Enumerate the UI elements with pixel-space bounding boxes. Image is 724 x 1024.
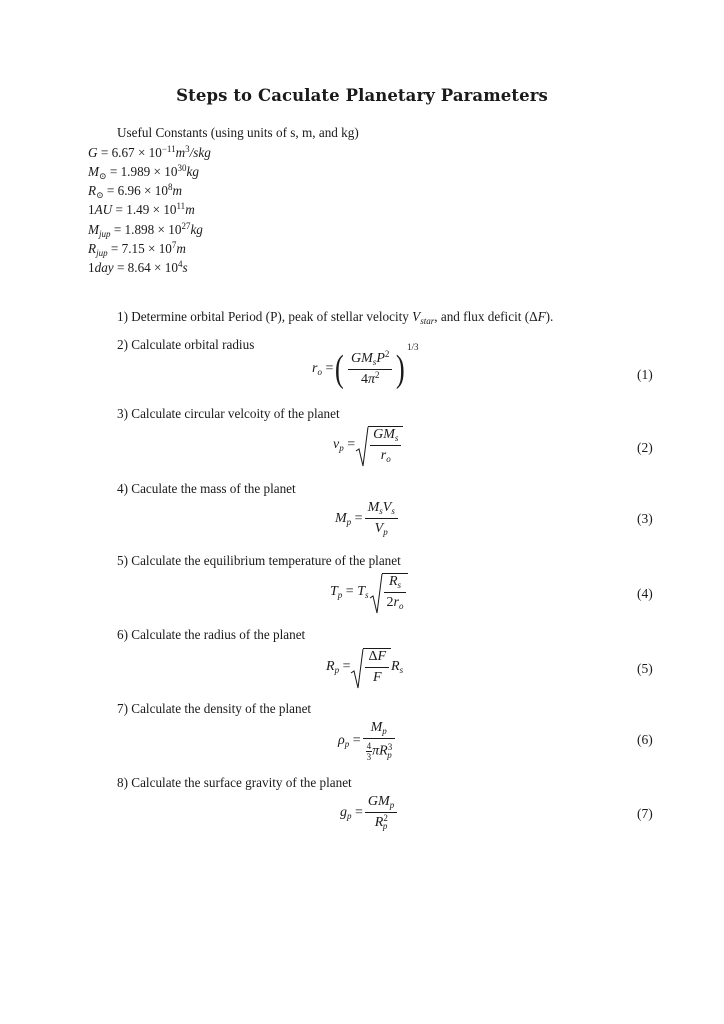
step-2: 2) Calculate orbital radius <box>117 337 255 352</box>
equation-1-number: (1) <box>637 367 653 382</box>
equation-5-number: (5) <box>637 661 653 676</box>
equation-6-number: (6) <box>637 732 653 747</box>
step-5: 5) Calculate the equilibrium temperature of the planet <box>117 553 401 568</box>
step-7: 7) Calculate the density of the planet <box>117 701 312 716</box>
constant-solar-mass: $M_⊙ = 1.989 \times 10^{30}kg$ <box>88 163 199 181</box>
constant-jupiter-mass: $M_{jup} = 1.898 \times 10^{27}kg$ <box>88 221 203 239</box>
constant-solar-radius: $R_⊙ = 6.96 \times 10^8m$ <box>88 182 182 200</box>
equation-4-number: (4) <box>637 586 653 601</box>
equation-2: $v_p$ = $\frac{GM_s}{r_o}$ <box>333 426 403 464</box>
constant-G: $G = 6.67 \times 10^{-11}m^3$/skg <box>88 144 211 160</box>
equation-2-number: (2) <box>637 440 653 455</box>
step-1: 1) Determine orbital Period (P), peak of stellar velocity $V_{star}$, and flux deficit (ΔF). <box>117 309 554 326</box>
step-3: 3) Calculate circular velcoity of the planet <box>117 406 340 421</box>
step-4: 4) Caculate the mass of the planet <box>117 481 296 496</box>
constant-jupiter-radius: $R_{jup} = 7.15 \times 10^7m$ <box>88 240 186 258</box>
step-6: 6) Calculate the radius of the planet <box>117 627 306 642</box>
constant-day: $1day = 8.64 \times 10^4s$ <box>88 259 188 275</box>
equation-3: $M_p$ = $\frac{M_sV_s}{V_p}$ <box>335 500 400 537</box>
step-8: 8) Calculate the surface gravity of the planet <box>117 775 352 790</box>
constants-intro: Useful Constants (using units of s, m, and kg) <box>117 125 359 140</box>
equation-3-number: (3) <box>637 511 653 526</box>
equation-7: $g_p$ = $\frac{GM_p}{R^2_p}$ <box>340 794 399 831</box>
equation-7-number: (7) <box>637 806 653 821</box>
equation-6: $\rho_p$ = $M_p$ $\frac{4}{3}$ $\pi R^3_p$ <box>338 720 397 762</box>
equation-4: $T_p = T_s$ $\frac{R_s}{2r_o}$ <box>330 573 408 611</box>
constant-au: $1AU = 1.49 \times 10^{11}m$ <box>88 201 195 217</box>
page-title: Steps to Caculate Planetary Parameters <box>176 86 548 105</box>
equation-5: $R_p$ = $\frac{\Delta F}{F}$ $R_s$ <box>326 648 403 686</box>
equation-1: $r_o$ =( $\frac{GM_sP^2}{4\pi^2}$ )$^{1/3}$ <box>312 342 419 390</box>
